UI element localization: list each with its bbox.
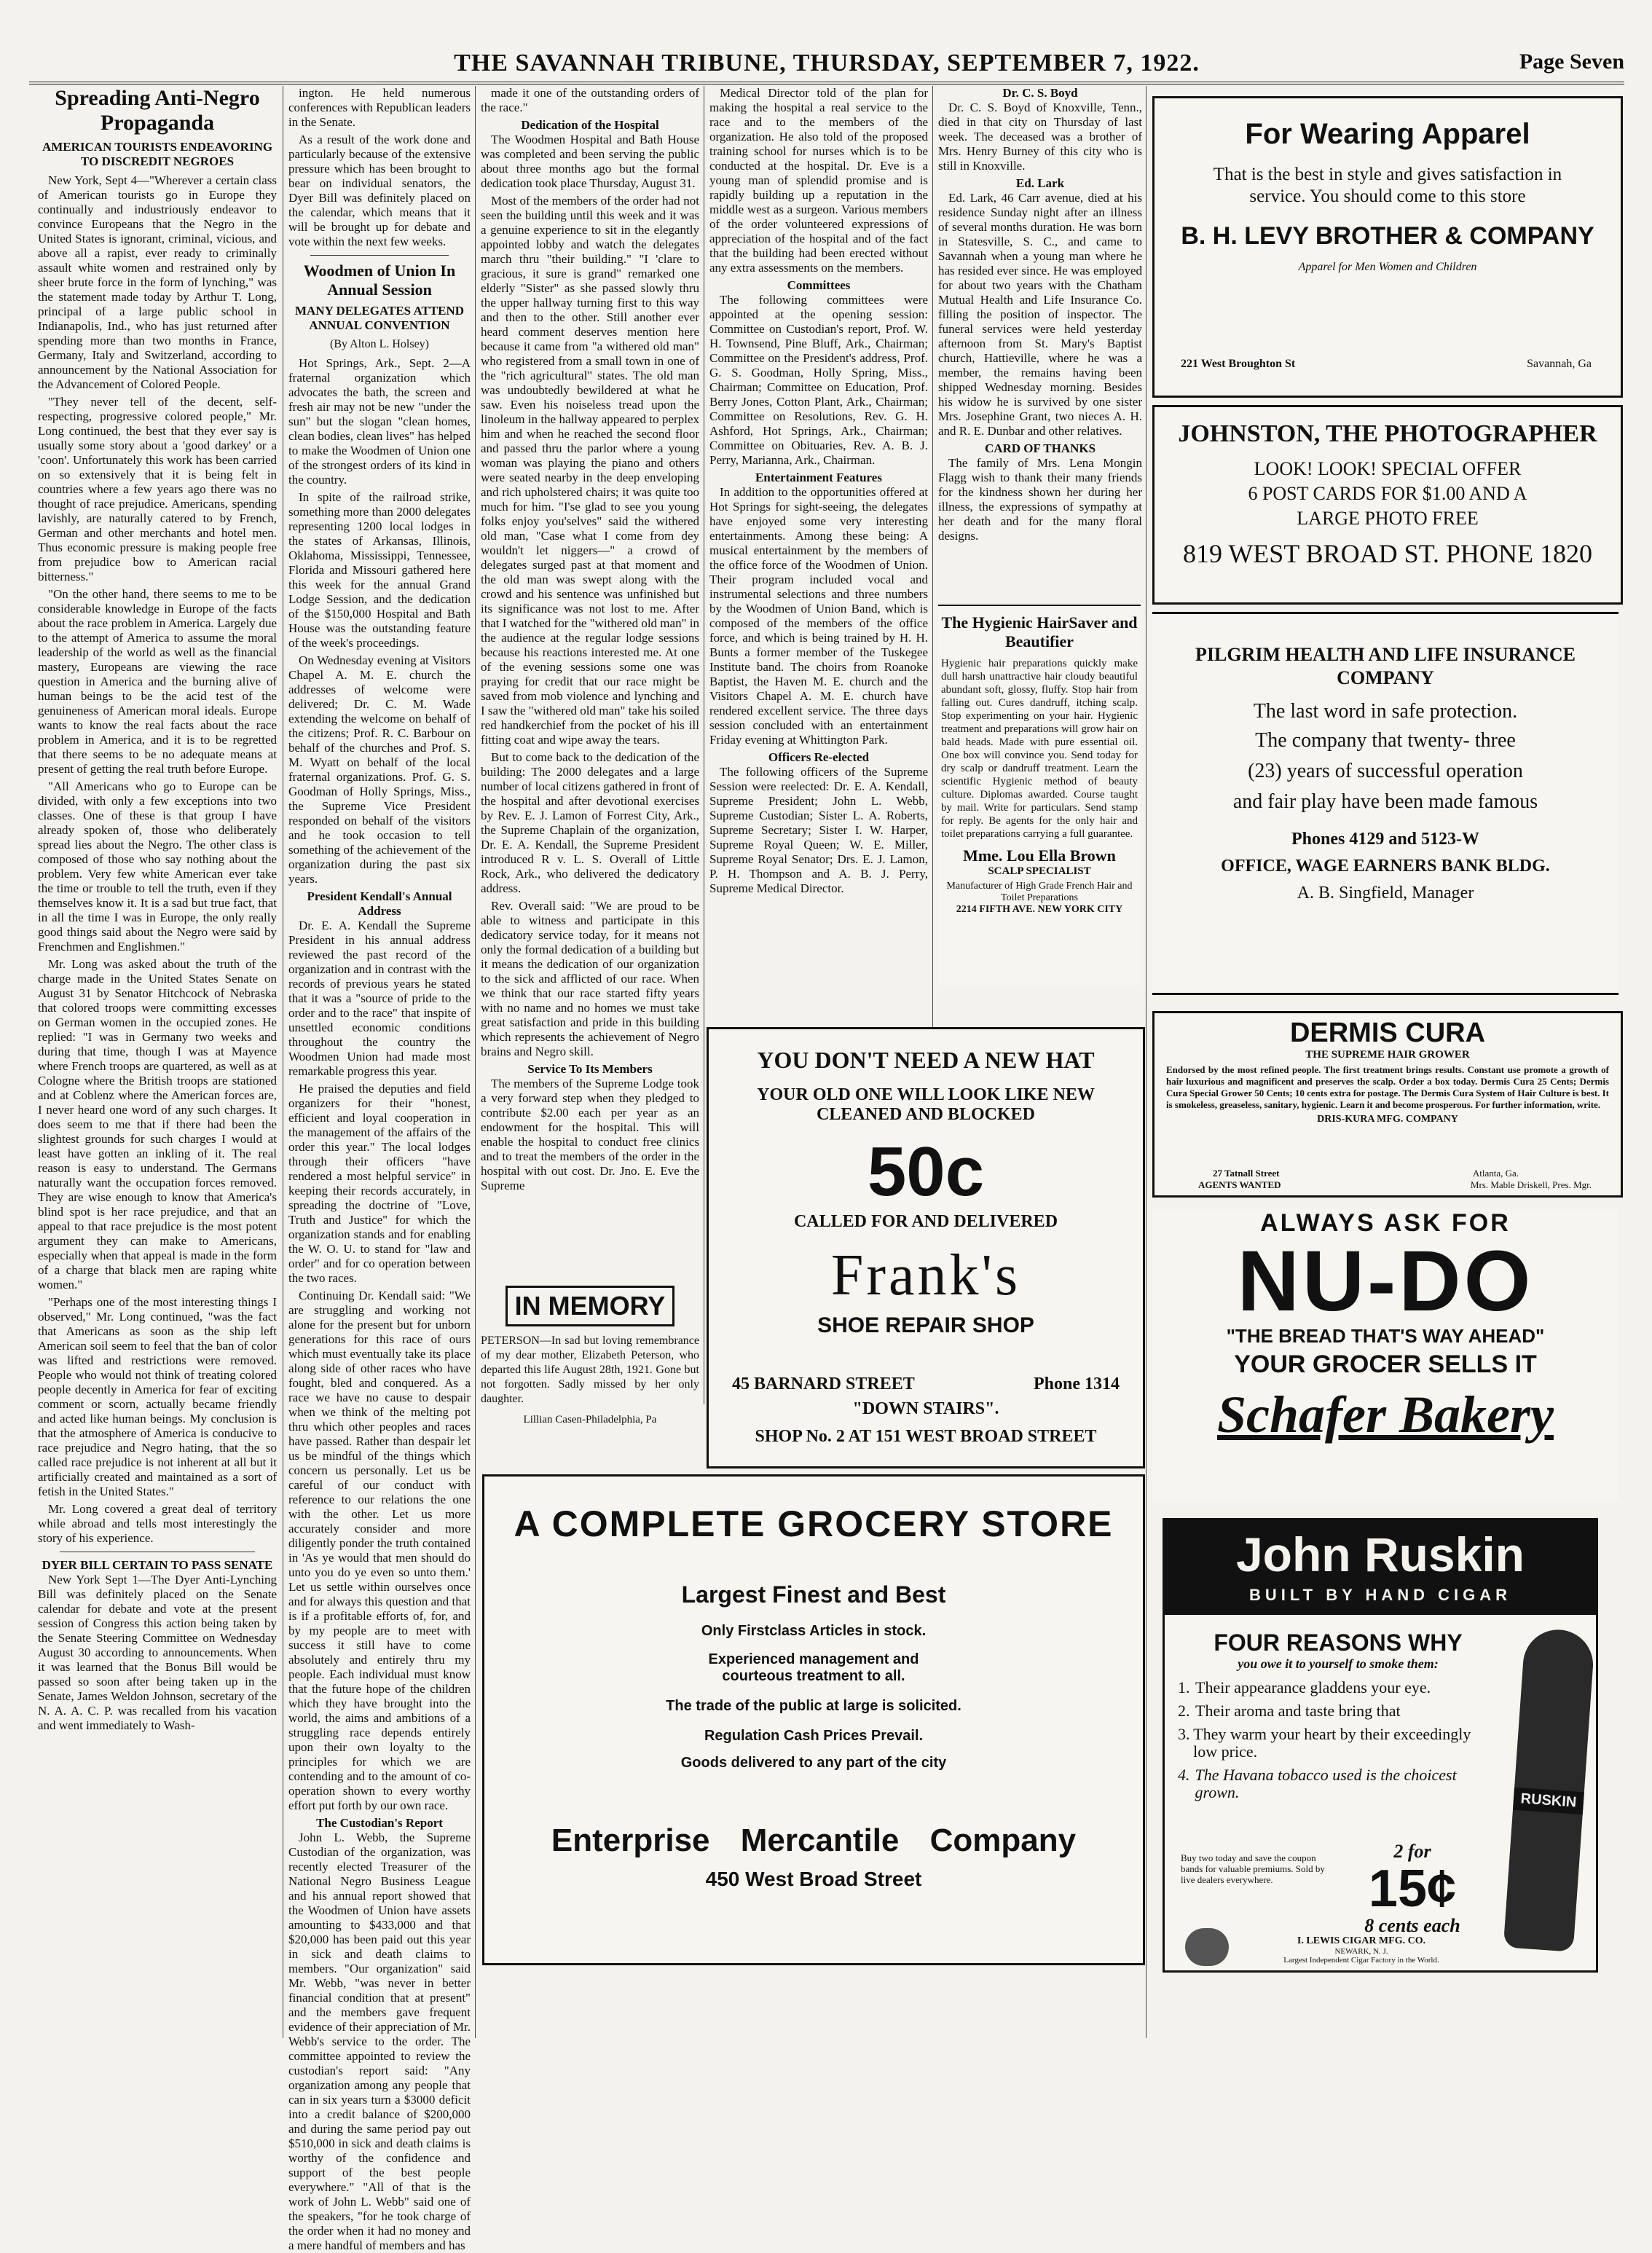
- ad-line: The last word in safe protection.: [1253, 700, 1518, 723]
- cigar-illustration: [1503, 1627, 1595, 1952]
- ad-city: Atlanta, Ga.: [1472, 1168, 1519, 1179]
- ad-shop2: SHOP No. 2 AT 151 WEST BROAD STREET: [755, 1427, 1097, 1446]
- reason-number: 4.: [1178, 1766, 1190, 1784]
- ad-company: B. H. LEVY BROTHER & COMPANY: [1181, 222, 1594, 250]
- ad-title: FOUR REASONS WHY: [1214, 1629, 1463, 1656]
- reason-item: [1178, 1702, 1498, 1720]
- subhead: Committees: [787, 278, 851, 292]
- column-1: [38, 86, 277, 2045]
- ad-complete-grocery: [482, 1474, 1145, 1965]
- ad-each: 8 cents each: [1364, 1915, 1460, 1936]
- page-number: Page Seven: [1519, 50, 1624, 74]
- ad-slogan: "THE BREAD THAT'S WAY AHEAD": [1226, 1325, 1545, 1347]
- ad-price: 50c: [867, 1133, 985, 1211]
- memory-sign: Lillian Casen-Philadelphia, Pa: [523, 1414, 657, 1426]
- paragraph: He praised the deputies and field organizers for their "honest, efficient and loyal cooperation in the management of the affairs of the order this year." The local lodges through their officers "have rendered a most helpful service" in keeping their records accurately, in spreading the doctrine of "Love, Truth and Justice" for which the organization stands and for enabling the W. O. U. to stand for "law and order" and for co operation between the two races.: [288, 1082, 471, 1285]
- memory-title: IN MEMORY: [506, 1286, 674, 1326]
- masthead: [29, 45, 1624, 84]
- column-2: [288, 86, 471, 2252]
- ad-hygienic-hair: [938, 605, 1141, 985]
- ad-price: 15¢: [1368, 1860, 1457, 1918]
- paragraph: New York Sept 1—The Dyer Anti-Lynching Bill was definitely placed on the Senate calendar for debate and vote at the present session of Congress this action being taken by the Senate Steering Committee on Wednesday August 30 according to announcements. When it was learned that the Bonus Bill would be passed so soon after being taken up in the Senate, James Weldon Johnson, secretary of the N. A. A. C. P. was recalled from his vacation and went immediately to Wash-: [38, 1573, 277, 1732]
- ad-buy: Buy two today and save the coupon bands for valuable premiums. Sold by live dealers everywhere.: [1181, 1852, 1325, 1885]
- ad-sub: Apparel for Men Women and Children: [1298, 261, 1477, 273]
- paragraph: Dr. E. A. Kendall the Supreme President in his annual address reviewed the past record of the organization and in contrast with the records of previous years he stated that it was a "source of pride to the order and to the race" that inspite of unsettled economic conditions throughout the country the Woodmen Union had made most remarkable progress this year.: [288, 919, 471, 1078]
- ad-johnston-photographer: [1152, 405, 1623, 605]
- paragraph: Medical Director told of the plan for making the hospital a real service to the race and to the members of the organization. He also told of the proposed training school for nurses which is to be conducted at the hospital. Dr. Eve is a young man of splendid promise and is rapidly building up a reputation in the middle west as a surgeon. Various members of the order volunteered expressions of appreciation of the hospital and of the fact that the building had been erected without any extra assessments on the members.: [709, 86, 928, 275]
- reason-number: 1.: [1178, 1678, 1190, 1696]
- paragraph: ington. He held numerous conferences with Republican leaders in the Senate.: [288, 86, 471, 129]
- reason-item: [1178, 1766, 1498, 1801]
- paragraph: "All Americans who go to Europe can be divided, with only a few exceptions into two classes. One of these is that group I have already spoken of, those who deliberately spread lies about the Negro. The other class is composed of those who say nothing about the problem. Very few white American ever take the time or trouble to tell the truth, even if they themselves know it. It is a sad but true fact, that in all the time I was in Europe, the only really good things said about the Negro were said by Frenchmen and Englishmen.": [38, 779, 277, 954]
- subhead: Dr. C. S. Boyd: [1002, 86, 1078, 100]
- ad-line: CLEANED AND BLOCKED: [816, 1105, 1036, 1124]
- ad-company: Enterprise Mercantile Company: [551, 1823, 1077, 1858]
- paragraph: Mr. Long covered a great deal of territory while abroad and tells most interestingly the story of his experience.: [38, 1502, 277, 1545]
- paragraph: "They never tell of the decent, self-respecting, progressive colored people," Mr. Long continued, the best that they ever say is usually some story about a 'good darkey' or a 'coon'. Unfortunately this work has been carried on so extensively that it is being felt in countries where a few years ago there was no thought of race prejudice. Americans, spending lavishly, are naturally catered to by French, German and other merchants and hotel men. Thus economic pressure is making people free from prejudice bow to American racial bitterness.": [38, 395, 277, 583]
- memory-text: PETERSON—In sad but loving remembrance of my dear mother, Elizabeth Peterson, who departed this life August 28th, 1921. Gone but not forgotten. Sadly missed by her only daughter.: [481, 1334, 699, 1405]
- paragraph: But to come back to the dedication of the building: The 2000 delegates and a large number of local citizens gathered in front of the hospital and after devotional exercises by Rev. E. J. Lamon of Forrest City, Ark., the Supreme Chaplain of the organization, Dr. E. A. Kendall, the Supreme President introduced R v. L. S. Overall of Little Rock, Ark., who delivered the dedicatory address.: [481, 750, 699, 895]
- ad-body: Hygienic hair preparations quickly make dull harsh unattractive hair cloudy beautiful abundant soft, glossy, fluffy. Stop hair from falling out. Cures dandruff, itching scalp. Stop experimenting on your hair. Hygienic treatment and preparations will grow hair on bald heads. Made with pure essential oil. One box will convince you. Send today for dry scalp or dandruff treatment. Learn the scientific Hygienic method of beauty culture. Diplomas awarded. Course taught by mail. Write for particulars. Send stamp for reply. Be agents for the only hair and toilet preparations carrying a full guarantee.: [941, 658, 1138, 840]
- ad-title: A COMPLETE GROCERY STORE: [514, 1503, 1114, 1544]
- ad-phones: Phones 4129 and 5123-W: [1291, 830, 1480, 849]
- cigar-band: RUSKIN: [1513, 1788, 1584, 1815]
- paragraph: The following officers of the Supreme Session were reelected: Dr. E. A. Kendall, Supreme President; John L. Webb, Supreme Custodian; Sister L. A. Roberts, Supreme Secretary; Sister I. W. Harper, Supreme Royal Queen; W. E. Miller, Supreme Royal Senator; Drs. E. J. Lamon, P. H. Thompson and A. B. J. Perry, Supreme Medical Director.: [709, 765, 928, 895]
- ad-address: 450 West Broad Street: [705, 1868, 922, 1890]
- ad-city: NEWARK, N. J.: [1334, 1947, 1388, 1956]
- ad-pilgrim-insurance: [1152, 612, 1618, 995]
- byline: (By Alton L. Holsey): [330, 338, 429, 350]
- ad-maker: I. LEWIS CIGAR MFG. CO.: [1297, 1935, 1426, 1946]
- paragraph: Dr. C. S. Boyd of Knoxville, Tenn., died in that city on Thursday of last week. The deceased was a brother of Mrs. Henry Burney of this city who is still in Knoxville.: [938, 101, 1142, 173]
- reason-item: [1178, 1679, 1498, 1696]
- subhead: The Custodian's Report: [316, 1816, 443, 1830]
- ad-tag: you owe it to yourself to smoke them:: [1238, 1656, 1439, 1671]
- column-rule: [932, 86, 933, 1179]
- subhead: CARD OF THANKS: [984, 441, 1096, 455]
- ad-manager: A. B. Singfield, Manager: [1297, 884, 1474, 903]
- subhead: Entertainment Features: [755, 471, 882, 484]
- ad-role: SCALP SPECIALIST: [988, 865, 1091, 877]
- paragraph: The members of the Supreme Lodge took a very forward step when they pledged to contribute $2.00 each per year as an endowment for the hospital. This will enable the hospital to conduct free clinics and to treat the members of the order in the hospital with out cost. Dr. Jno. E. Eve the Supreme: [481, 1077, 699, 1192]
- column-rule: [475, 86, 476, 2038]
- ad-city: Savannah, Ga: [1527, 358, 1592, 370]
- portrait-icon: [1185, 1928, 1229, 1966]
- ad-price-pre: 2 for: [1393, 1841, 1431, 1862]
- ad-phone: Phone 1314: [1033, 1375, 1120, 1393]
- ad-dermis-cura: [1152, 1011, 1623, 1198]
- ad-banner: [1165, 1520, 1596, 1615]
- ad-address: 819 WEST BROAD ST. PHONE 1820: [1182, 539, 1593, 568]
- ad-address: 221 West Broughton St: [1181, 358, 1296, 370]
- paragraph: made it one of the outstanding orders of the race.": [481, 86, 699, 114]
- paragraph: The Woodmen Hospital and Bath House was completed and been serving the public about three months ago but the formal dedication took place Thursday, August 31.: [481, 133, 699, 190]
- paragraph: "Perhaps one of the most interesting things I observed," Mr. Long continued, "was the fact that Americans as soon as the ship left American soil seem to feel that the ban of color was lifted and restrictions were removed. People who would not think of treating colored people decently in America for fear of exciting comment or scorn, actually became friendly and acted like human beings. My conclusion is that the atmosphere of America is conducive to race prejudice and Negro hating, that the so called race prejudice is not inherent at all but it artificially created and maintained as a sort of fetish in the United States.": [38, 1295, 277, 1498]
- headline: Spreading Anti-Negro Propaganda: [55, 86, 260, 135]
- subhead: Dedication of the Hospital: [521, 118, 659, 132]
- reason-item: [1178, 1726, 1498, 1761]
- subhead: President Kendall's Annual Address: [307, 889, 452, 918]
- ad-levy-brother: [1152, 96, 1623, 398]
- ad-address: 45 BARNARD STREET: [732, 1375, 915, 1393]
- ad-line: Experienced management and courteous treatment to all.: [708, 1651, 919, 1684]
- ad-brand: John Ruskin: [1235, 1527, 1525, 1581]
- ad-street: 27 Tatnall Street: [1213, 1168, 1280, 1179]
- paragraph: Continuing Dr. Kendall said: "We are struggling and working not alone for the present but for unborn generations for this race of ours which must eventually take its place along side of other races who have fought, bled and conquered. As a race we have no cause to despair when we think of the melting pot thru which other peoples and races have passed. Rather than despair let us be mindful of the things which concern us personally. Let us be careful of our conduct with reference to our relations the one with the other. Let us more accurately consider and more diligently ponder the truth contained in 'As ye would that men should do unto you do ye even so unto them.' Let us settle within ourselves once and for always this question and that is if a profitable efforts of, for, and by my people are to meet with success it still have to come absolutely and entirely thru my people. Each individual must know that the future hope of the children which they have brought into the world, the aims and ambitions of a struggling race depends entirely upon their own loyalty to the principles for which we are contending and to the amount of co-operation shown to every worthy effort put forth by our own race.: [288, 1289, 471, 1812]
- ad-line: The trade of the public at large is solicited.: [666, 1698, 961, 1714]
- headline: Woodmen of Union In Annual Session: [303, 262, 456, 299]
- paragraph: Rev. Overall said: "We are proud to be able to witness and participate in this dedicatory service today, for it means not only the formal dedication of a building but it means the dedication of our organization to the sick and afflicted of our race. When we think that our race started fifty years with no name and no homes we must take great satisfaction and pride in this building which represents the achievement of Negro brains and Negro skill.: [481, 899, 699, 1058]
- ad-office: OFFICE, WAGE EARNERS BANK BLDG.: [1221, 857, 1550, 876]
- masthead-title: THE SAVANNAH TRIBUNE, THURSDAY, SEPTEMBER 7, 1922.: [454, 50, 1200, 76]
- ad-title: For Wearing Apparel: [1245, 118, 1530, 150]
- ad-top: ALWAYS ASK FOR: [1260, 1209, 1511, 1237]
- reason-number: 3.: [1178, 1725, 1190, 1743]
- paragraph: Most of the members of the order had not seen the building until this week and it was a genuine experience to sit in the elegantly appointed lobby and watch the delegates march thru "their building." "I 'clare to gracious, it sure is grand" remarked one elderly "Sister" as she passed slowly thru the upper hallway turning first to this way and then to the other. Still another ever heard comment deserves mention here because it came from "a withered old man" who registered from a small town in one of the "rich agricultural" states. The old man was undoubtedly bewildered at what he saw. Even his noiseless tread upon the linoleum in the hallway appeared to perplex him and when he reached the second floor and passed thru the parlor where a young woman was playing the piano and others were seated nearby in the deep enveloping and rich upholstered chairs; it was quite too much for him. "I'se glad to see you young folks enjoy you'selves" said the withered old man, "Case what I come from dey wouldn't let niggers—" a crowd of delegates surged past at that moment and the old man was swept along with the crowd and his sentence was unfinished but its significance was not lost to me. After that I watched for the "withered old man" in the audience at the regular lodge sessions because his reactions interested me. At one of the evening sessions some one was praying for credit that our race might be saved from mob violence and lynching and I saw the "withered old man" take his soiled red handkerchief from the pocket of his ill fitting coat and wipe away the tears.: [481, 194, 699, 747]
- ad-title: The Hygienic HairSaver and Beautifier: [941, 613, 1138, 650]
- ad-line: LOOK! LOOK! SPECIAL OFFER: [1254, 458, 1522, 479]
- subhead: AMERICAN TOURISTS ENDEAVORING TO DISCREDIT NEGROES: [42, 140, 273, 168]
- ad-line: YOUR OLD ONE WILL LOOK LIKE NEW: [757, 1085, 1095, 1104]
- headline: DYER BILL CERTAIN TO PASS SENATE: [42, 1558, 273, 1572]
- paragraph: The family of Mrs. Lena Mongin Flagg wish to thank their many friends for the kindness shown her during her illness, the expressions of sympathy at her death and for the many floral designs.: [938, 456, 1142, 543]
- ad-name: Mme. Lou Ella Brown: [963, 846, 1116, 865]
- ad-largest: Largest Independent Cigar Factory in the World.: [1283, 1956, 1439, 1965]
- ad-john-ruskin-cigar: [1163, 1518, 1598, 1973]
- ad-address: 2214 FIFTH AVE. NEW YORK CITY: [956, 904, 1123, 915]
- ad-shop: SHOE REPAIR SHOP: [817, 1313, 1034, 1337]
- ad-line: LARGE PHOTO FREE: [1297, 508, 1479, 529]
- subhead: Ed. Lark: [1015, 176, 1065, 190]
- subhead: Officers Re-elected: [768, 750, 870, 764]
- ad-line: Regulation Cash Prices Prevail.: [704, 1728, 924, 1744]
- column-3: [481, 86, 699, 1397]
- ad-pres: Mrs. Mable Driskell, Pres. Mgr.: [1470, 1179, 1592, 1190]
- ad-nu-do-bread: [1152, 1209, 1618, 1501]
- ad-line: Largest Finest and Best: [681, 1581, 946, 1608]
- ad-brand: Schafer Bakery: [1217, 1385, 1554, 1444]
- ad-price-block: [1332, 1841, 1492, 1937]
- ad-line: Manufacturer of High Grade French Hair and Toilet Preparations: [946, 881, 1133, 903]
- paragraph: The following committees were appointed at the opening session: Committee on Custodian's report, Prof. W. H. Townsend, Pine Bluff, Ark., Chairman; Committee on the President's address, Prof. G. S. Goodman, Holly Spring, Miss., Chairman; Committee on Education, Prof. Berry Jones, Cotton Plant, Ark., Chairman; Committee on Resolutions, Rev. G. H. Ashford, Hot Springs, Ark., Chairman; Committee on Obituaries, Rev. A. B. J. Perry, Marianna, Ark., Chairman.: [709, 293, 928, 467]
- reason-text: Their aroma and taste bring that: [1195, 1702, 1401, 1720]
- reason-text: Their appearance gladdens your eye.: [1195, 1678, 1431, 1696]
- column-4: [709, 86, 928, 980]
- ad-line: Goods delivered to any part of the city: [680, 1755, 947, 1771]
- subhead: Service To Its Members: [527, 1062, 653, 1076]
- ad-line: 6 POST CARDS FOR $1.00 AND A: [1248, 483, 1527, 504]
- ad-body: Endorsed by the most refined people. The first treatment brings results. Constant use promote a growth of hair luxurious and magnificent and preserves the scalp. Order a box today. Dermis Cura 25 Cents; Dermis Cura Special Grower 50 Cents; 10 cents extra for postage. The Dermis Cura System of Hair Culture is best. It is smokeless, greaseless, sanitary, hygienic. Learn it and become prosperous. For further information, write.: [1166, 1064, 1609, 1110]
- ad-franks-shoe-repair: [707, 1027, 1145, 1468]
- paragraph: As a result of the work done and particularly because of the extensive pressure which has been brought to bear on individual senators, the Dyer Bill was definitely placed on the calendar, which means that it will be brought up for debate and vote within the next few weeks.: [288, 133, 471, 248]
- ad-title: DERMIS CURA: [1289, 1018, 1486, 1048]
- ad-title: JOHNSTON, THE PHOTOGRAPHER: [1178, 420, 1597, 447]
- column-5: [938, 86, 1142, 596]
- ad-sub: THE SUPREME HAIR GROWER: [1305, 1049, 1470, 1061]
- ad-line: (23) years of successful operation: [1248, 760, 1523, 782]
- reason-text: They warm your heart by their exceedingly low price.: [1193, 1725, 1471, 1761]
- ad-maker-block: [1245, 1935, 1478, 1965]
- ad-reasons: [1178, 1629, 1498, 1801]
- paragraph: In spite of the railroad strike, something more than 2000 delegates representing 1200 local lodges in the states of Arkansas, Illinois, Oklahoma, Mississippi, Tennessee, Florida and Missouri gathered here this week for the annual Grand Lodge Session, and the dedication of the $150,000 Hospital and Bath House was the outstanding feature of the week's proceedings.: [288, 490, 471, 650]
- separator: [310, 255, 449, 256]
- paragraph: In addition to the opportunities offered at Hot Springs for sight-seeing, the delegates have enjoyed some very interesting entertainments. Among these being: A musical entertainment by the members of the office force of the Woodmen of Union. Their program included vocal and instrumental selections and three numbers by the Woodmen of Union Band, which is composed of the members of the office force, and which is being trained by H. H. Bunts a former member of the Tuskegee Institute band. The choirs from Roanoke Baptist, the Haven M. E. church and the Visitors Chapel A. M. E. church have rendered excellent service. The three days session concluded with an entertainment Friday evening at Whittington Park.: [709, 485, 928, 747]
- ad-title: PILGRIM HEALTH AND LIFE INSURANCE COMPANY: [1195, 644, 1576, 688]
- paragraph: On Wednesday evening at Visitors Chapel A. M. E. church the addresses of welcome were delivered; Dr. C. M. Wade extending the welcome on behalf of the citizens; Prof. R. C. Barbour on behalf of the churches and Prof. S. M. Wyatt on behalf of the local fraternal organizations. Prof. G. S. Goodman of Holly Springs, Miss., the Supreme Vice President responded on behalf of the visitors and he took occasion to tell something of the achievement of the organization during the past six years.: [288, 653, 471, 886]
- ad-agents: AGENTS WANTED: [1198, 1179, 1281, 1190]
- paragraph: John L. Webb, the Supreme Custodian of the organization, was recently elected Treasurer of the National Negro Business League and his annual report showed that the Woodmen of Union have assets amounting to $433,000 and that $20,000 has been paid out this year in sick and death claims to members. "Our organization" said Mr. Webb, "was never in better financial condition that at present" and the members gave frequent evidence of their appreciation of Mr. Webb's service to the order. The committee appointed to review the custodian's report said: "Any organization among any people that can in six years turn a $3000 deficit into a credit balance of $200,000 and during the same period pay out $510,000 in sick and death claims is worthy of the confidence and support of the best people everywhere." "All of that is the work of John L. Webb" said one of the speakers, "for he took charge of the order when it had no money and a mere handful of members and has: [288, 1831, 471, 2252]
- paragraph: Hot Springs, Ark., Sept. 2—A fraternal organization which advocates the bath, the screen and fresh air may not be new "under the sun" but the slogan "clean homes, clean bodies, clean lives" has helped to make the Woodmen of Union one of the strongest orders of its kind in the country.: [288, 356, 471, 487]
- ad-company: DRIS-KURA MFG. COMPANY: [1317, 1114, 1458, 1125]
- paragraph: Ed. Lark, 46 Carr avenue, died at his residence Sunday night after an illness of several months duration. He was born in Statesville, S. C., and came to Savannah when a young man where he has resided ever since. He was employed for about two years with the Chatham Mutual Health and Life Insurance Co. filling the position of inspector. The funeral services were held yesterday afternoon from St. Mary's Baptist church, Hattieville, where he was a member, the remains having been shipped Wednesday morning. Besides his widow he is survived by one sister Mrs. Josephine Grant, two nieces A. H. and R. E. Dunbar and other relatives.: [938, 191, 1142, 438]
- paragraph: New York, Sept 4—"Wherever a certain class of American tourists go in Europe they continually and industriously endeavor to convince Europeans that the Negro in the United States is ignorant, criminal, vicious, and above all a rapist, ever ready to criminally assault white women and restrained only by sheer brute force in the form of lynching," was the statement made today by Arthur T. Long, principal of a large public school in Indianapolis, Ind., who has just returned after spending more than two months in France, Germany, Italy and Switzerland, according to announcement by the National Association for the Advancement of Colored People.: [38, 173, 277, 391]
- ad-line: That is the best in style and gives satisfaction in service. You should come to this store: [1213, 165, 1562, 206]
- ad-grocer: YOUR GROCER SELLS IT: [1234, 1350, 1537, 1378]
- ad-line: The company that twenty- three: [1255, 729, 1516, 752]
- ad-line: CALLED FOR AND DELIVERED: [793, 1212, 1058, 1231]
- ad-title: NU-DO: [1237, 1233, 1534, 1329]
- ad-sub: BUILT BY HAND CIGAR: [1248, 1586, 1512, 1604]
- subhead: MANY DELEGATES ATTEND ANNUAL CONVENTION: [294, 304, 465, 332]
- ad-brand: Frank's: [830, 1243, 1021, 1308]
- ad-title: YOU DON'T NEED A NEW HAT: [757, 1047, 1095, 1073]
- ad-line: Only Firstclass Articles in stock.: [701, 1623, 927, 1639]
- reason-number: 2.: [1178, 1702, 1190, 1720]
- reason-text: The Havana tobacco used is the choicest grown.: [1195, 1766, 1457, 1801]
- paragraph: Mr. Long was asked about the truth of the charge made in the United States Senate on August 31 by Senator Hitchcock of Nebraska that colored troops were committing excesses on German women in the occupied zones. He replied: "I was in Germany two weeks and during that time, though I was at Mayence where French troops are quartered, as well as at Cologne where the British troops are stationed and at Coblenz where the American forces are, I never heard one word of any such charges. It does seem to me that if there had been the slightest grounds for such charges I would at least have gotten an inkling of it. The real reason is easy to understand. The Germans naturally want the occupation forces removed. They are wise enough to know that America's blind spot is her race prejudice, and that an appeal to that race prejudice is the most potent argument they can make to Americans, especially when that appeal is made in the form of a charge that black men are raping white women.": [38, 957, 277, 1291]
- in-memory-notice: [481, 1286, 699, 1460]
- ad-stairs: "DOWN STAIRS".: [852, 1399, 999, 1418]
- paragraph: "On the other hand, there seems to me to be considerable knowledge in Europe of the facts about the race problem in America. Largely due to the attempt of America to assume the moral leadership of the world as well as the financial mastery, Europeans are viewing the race question in America and the burning alive of human beings to be the acid test of the genuineness of American moral ideals. Europe wants to know the real facts about the race problem in America, and it is to be regretted that there seems to be no adequate means at present of getting the real truth before Europe.: [38, 587, 277, 776]
- ad-line: and fair play have been made famous: [1232, 790, 1538, 813]
